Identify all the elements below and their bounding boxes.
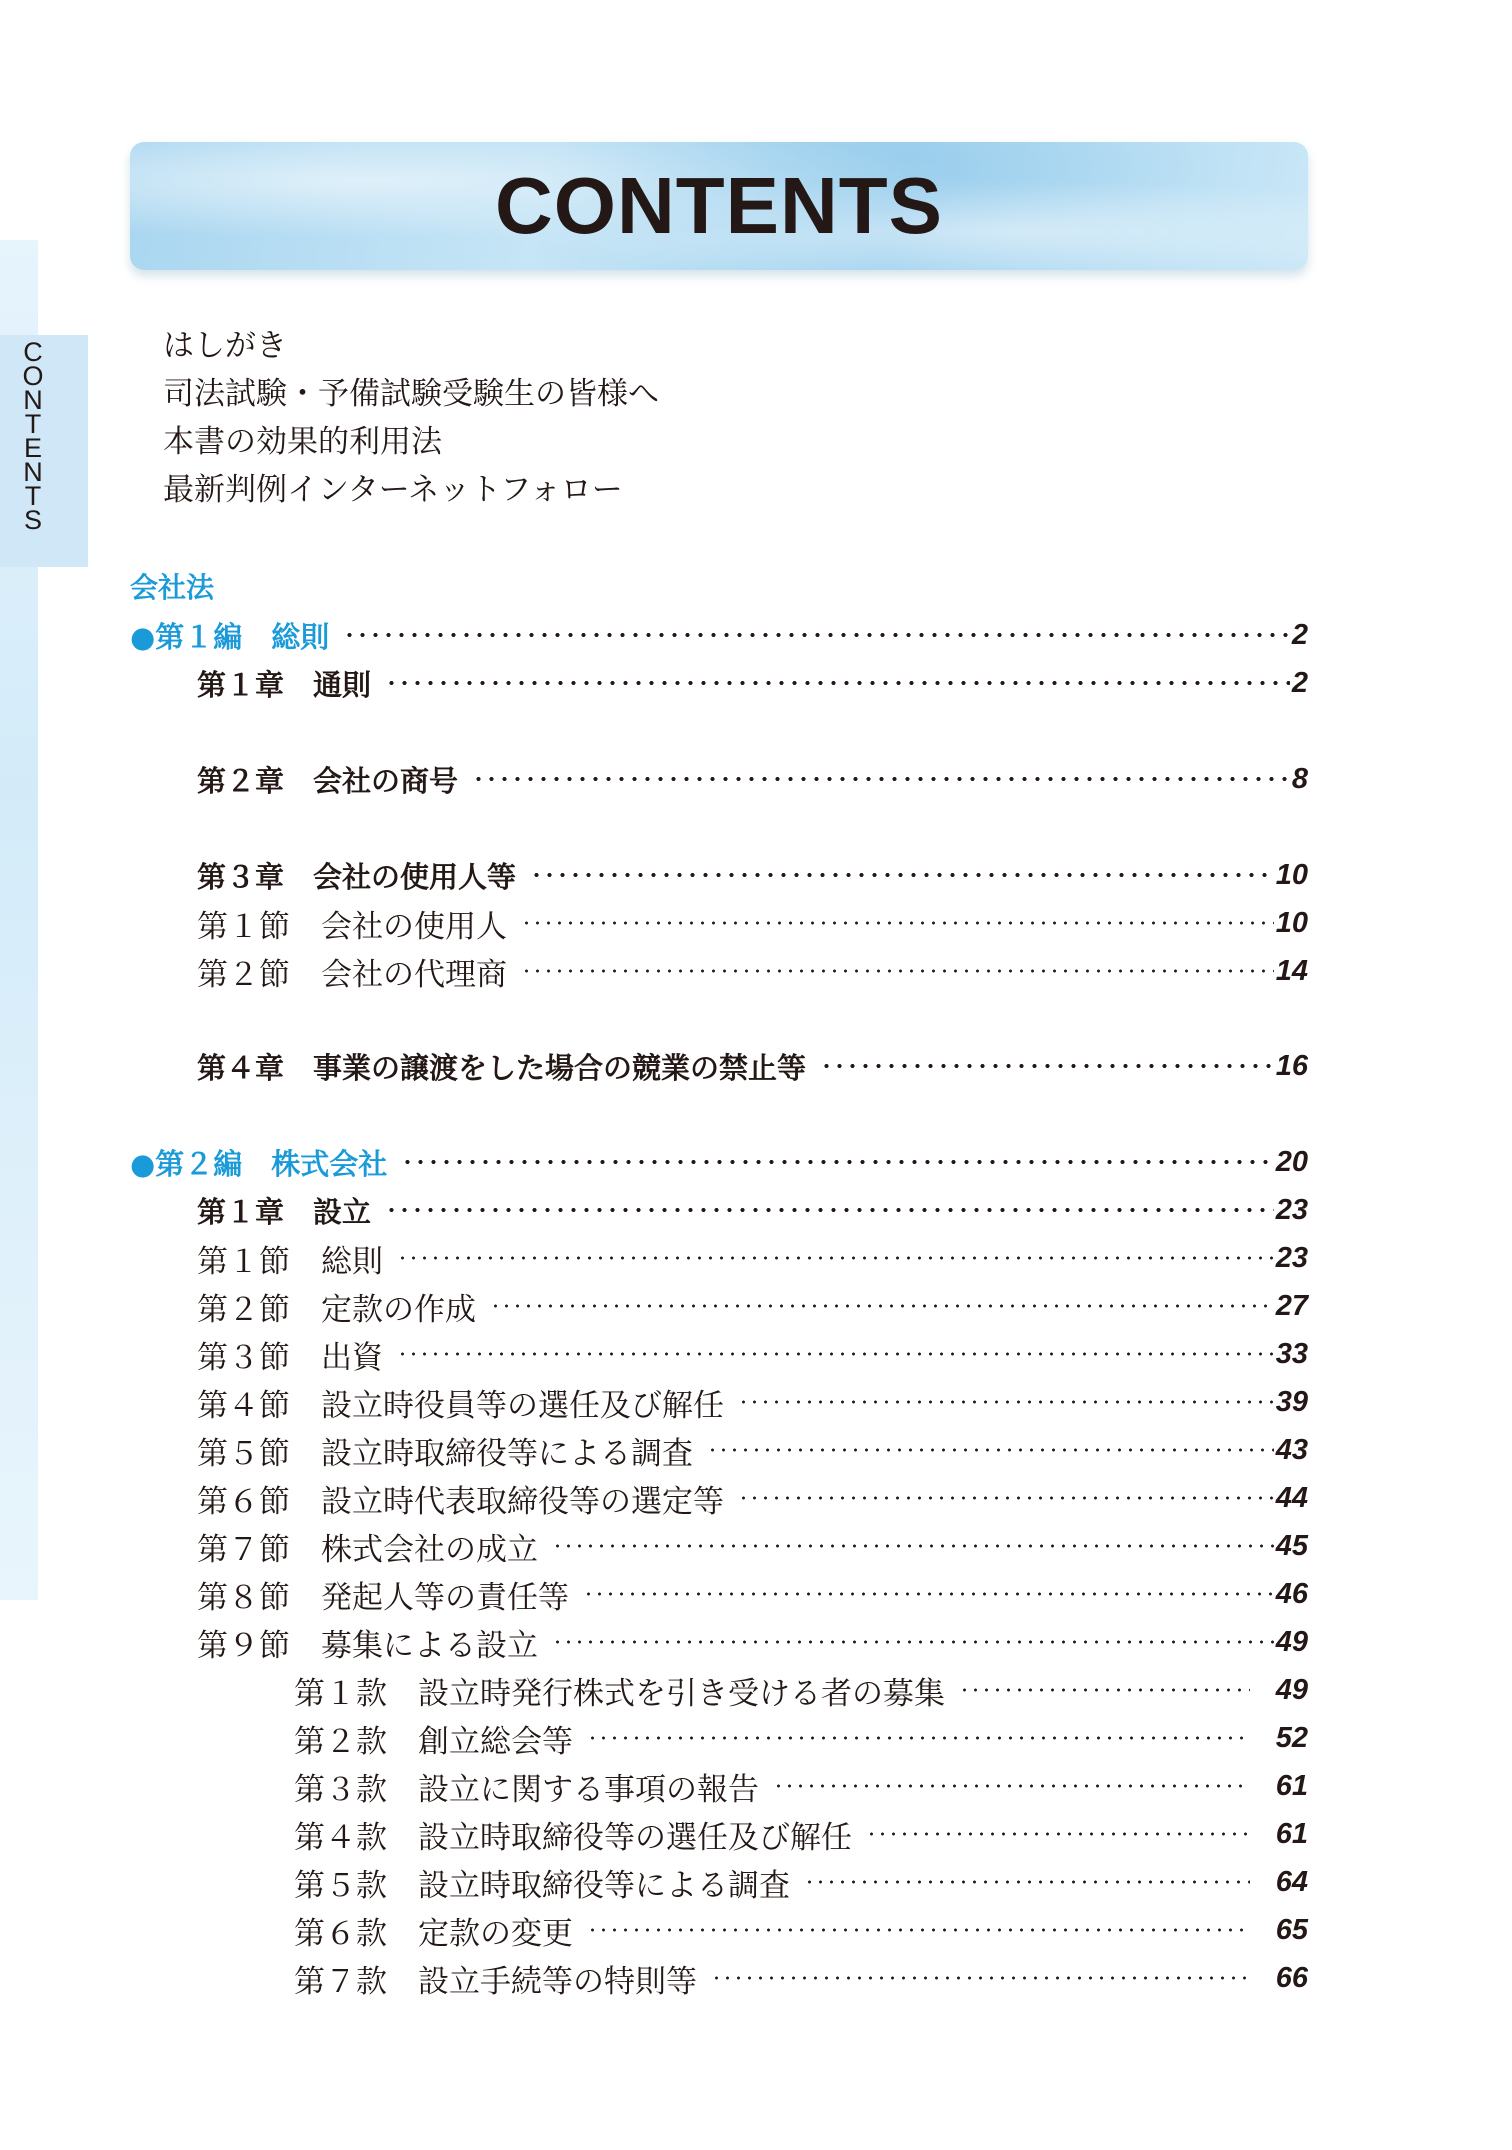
toc-entry-article[interactable] (294, 1956, 1308, 2000)
toc-leader-dots (866, 1831, 1250, 1837)
toc-entry-title: ●第２編 株式会社 (130, 1146, 388, 1181)
toc-leader-dots (583, 1591, 1274, 1597)
toc-entry-title: 第６款 定款の変更 (294, 1915, 573, 1952)
toc-entry-title: 第３節 出資 (197, 1339, 383, 1376)
toc-page-number: 27 (1275, 1289, 1308, 1322)
toc-leader-dots (530, 872, 1274, 878)
toc-entry-title: 第８節 発起人等の責任等 (197, 1579, 569, 1616)
toc-entry-title: 第５節 設立時取締役等による調査 (197, 1435, 693, 1472)
toc-entry-part[interactable] (130, 1140, 1308, 1184)
toc-page-number: 61 (1275, 1817, 1308, 1850)
toc-entry-section[interactable] (197, 1332, 1308, 1376)
toc-page-number: 46 (1275, 1577, 1308, 1610)
toc-leader-dots (385, 680, 1290, 686)
toc-entry-title: 第１章 設立 (197, 1194, 372, 1229)
toc-leader-dots (552, 1639, 1274, 1645)
toc-entry-chapter[interactable] (197, 757, 1308, 801)
toc-entry-title: 第４款 設立時取締役等の選任及び解任 (294, 1819, 852, 1856)
toc-page-number: 52 (1275, 1721, 1308, 1754)
toc-entry-title: 第９節 募集による設立 (197, 1627, 538, 1664)
toc-leader-dots (397, 1255, 1274, 1261)
toc-page-number: 23 (1275, 1241, 1308, 1274)
page-title: CONTENTS (495, 161, 943, 250)
toc-entry-section[interactable] (197, 1476, 1308, 1520)
toc-leader-dots (738, 1495, 1274, 1501)
toc-entry-section[interactable] (197, 1380, 1308, 1424)
toc-entry-title: 第４章 事業の譲渡をした場合の競業の禁止等 (197, 1050, 807, 1085)
toc-page-number: 64 (1275, 1865, 1308, 1898)
toc-entry-title: 第１章 通則 (197, 667, 372, 702)
toc-entry-chapter[interactable] (197, 661, 1308, 705)
toc-entry-section[interactable] (197, 1284, 1308, 1328)
toc-leader-dots (820, 1063, 1274, 1069)
toc-page-number: 10 (1275, 858, 1308, 891)
preface-item[interactable]: 司法試験・予備試験受験生の皆様へ (163, 376, 659, 412)
toc-entry-title: 第７款 設立手続等の特則等 (294, 1963, 697, 2000)
toc-entry-title: ●第１編 総則 (130, 619, 330, 654)
toc-leader-dots (385, 1207, 1274, 1213)
toc-leader-dots (397, 1351, 1274, 1357)
toc-entry-title: 第１款 設立時発行株式を引き受ける者の募集 (294, 1675, 945, 1712)
toc-entry-title: 第２款 創立総会等 (294, 1723, 573, 1760)
toc-entry-article[interactable] (294, 1716, 1308, 1760)
toc-page-number: 39 (1275, 1385, 1308, 1418)
toc-entry-part[interactable] (130, 613, 1308, 657)
toc-entry-section[interactable] (197, 1524, 1308, 1568)
toc-page-number: 2 (1291, 666, 1308, 699)
toc-page-number: 61 (1275, 1769, 1308, 1802)
toc-leader-dots (804, 1879, 1250, 1885)
preface-item[interactable]: はしがき (163, 328, 287, 364)
toc-entry-title: 第４節 設立時役員等の選任及び解任 (197, 1387, 724, 1424)
toc-entry-title: 第１節 総則 (197, 1243, 383, 1280)
toc-leader-dots (587, 1927, 1250, 1933)
toc-entry-title: 第１節 会社の使用人 (197, 908, 507, 945)
toc-entry-title: 第３章 会社の使用人等 (197, 859, 517, 894)
toc-entry-section[interactable] (197, 1620, 1308, 1664)
toc-entry-title: 第５款 設立時取締役等による調査 (294, 1867, 790, 1904)
toc-leader-dots (738, 1399, 1274, 1405)
toc-leader-dots (401, 1159, 1273, 1165)
toc-leader-dots (490, 1303, 1274, 1309)
toc-entry-article[interactable] (294, 1668, 1308, 1712)
toc-leader-dots (343, 632, 1290, 638)
toc-entry-article[interactable] (294, 1812, 1308, 1856)
toc-entry-chapter[interactable] (197, 1188, 1308, 1232)
toc-entry-title: 第６節 設立時代表取締役等の選定等 (197, 1483, 724, 1520)
toc-leader-dots (521, 920, 1274, 926)
toc-page-number: 45 (1275, 1529, 1308, 1562)
toc-entry-title: 第２章 会社の商号 (197, 763, 459, 798)
toc-entry-article[interactable] (294, 1908, 1308, 1952)
toc-page-number: 65 (1275, 1913, 1308, 1946)
toc-page-number: 43 (1275, 1433, 1308, 1466)
toc-entry-chapter[interactable] (197, 853, 1308, 897)
toc-page-number: 23 (1275, 1193, 1308, 1226)
toc-page-number: 16 (1275, 1049, 1308, 1082)
toc-leader-dots (773, 1783, 1250, 1789)
toc-entry-chapter[interactable] (197, 1044, 1308, 1088)
toc-leader-dots (711, 1975, 1250, 1981)
section-title: 会社法 (130, 571, 215, 604)
preface-item[interactable]: 最新判例インターネットフォロー (163, 472, 623, 508)
toc-entry-section[interactable] (197, 1572, 1308, 1616)
toc-entry-article[interactable] (294, 1764, 1308, 1808)
toc-leader-dots (959, 1687, 1250, 1693)
toc-entry-title: 第３款 設立に関する事項の報告 (294, 1771, 759, 1808)
toc-page-number: 66 (1275, 1961, 1308, 1994)
toc-page-number: 49 (1275, 1673, 1308, 1706)
toc-entry-section[interactable] (197, 1236, 1308, 1280)
toc-leader-dots (472, 776, 1290, 782)
toc-entry-section[interactable] (197, 1428, 1308, 1472)
toc-entry-section[interactable] (197, 949, 1308, 993)
toc-leader-dots (552, 1543, 1274, 1549)
toc-page-number: 8 (1291, 762, 1308, 795)
toc-leader-dots (521, 968, 1274, 974)
toc-page-number: 20 (1275, 1145, 1308, 1178)
toc-page-number: 49 (1275, 1625, 1308, 1658)
toc-page-number: 2 (1291, 618, 1308, 651)
toc-leader-dots (587, 1735, 1250, 1741)
toc-leader-dots (707, 1447, 1274, 1453)
toc-entry-section[interactable] (197, 901, 1308, 945)
toc-page-number: 33 (1275, 1337, 1308, 1370)
preface-item[interactable]: 本書の効果的利用法 (163, 424, 442, 460)
toc-page-number: 10 (1275, 906, 1308, 939)
toc-page-number: 44 (1275, 1481, 1308, 1514)
toc-entry-title: 第２節 会社の代理商 (197, 956, 507, 993)
toc-page-number: 14 (1275, 954, 1308, 987)
side-tab-label: C O N T E N T S (22, 337, 44, 535)
toc-entry-article[interactable] (294, 1860, 1308, 1904)
toc-entry-title: 第２節 定款の作成 (197, 1291, 476, 1328)
toc-entry-title: 第７節 株式会社の成立 (197, 1531, 538, 1568)
